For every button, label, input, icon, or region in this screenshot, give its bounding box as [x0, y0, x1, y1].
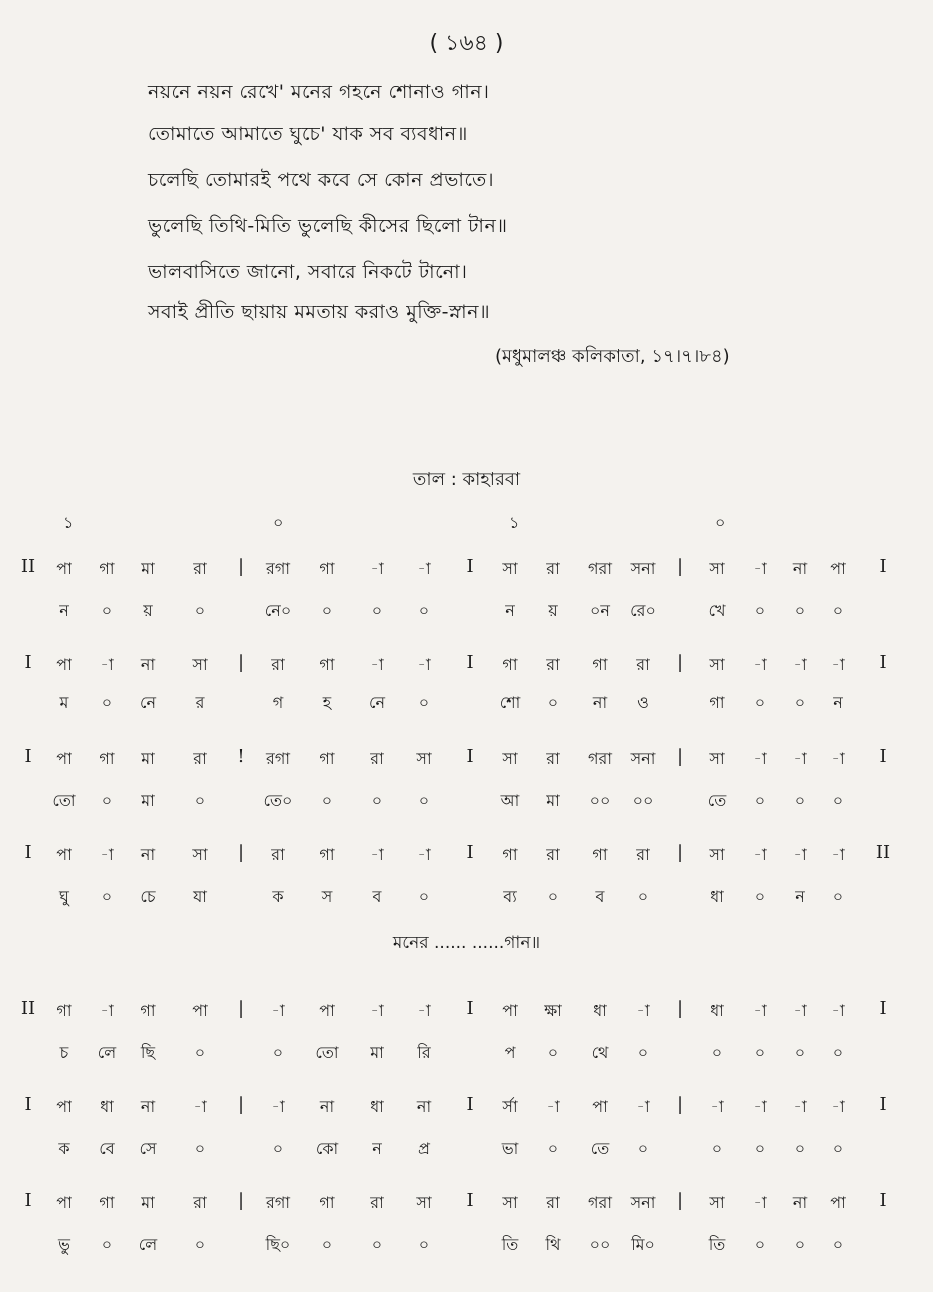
bar-separator: I — [466, 998, 474, 1019]
swara-note: -া — [193, 1097, 207, 1116]
syllable: ০ — [101, 693, 113, 712]
syllable: ০ — [418, 887, 430, 906]
swara-note: রা — [636, 655, 650, 674]
swara-note: পা — [502, 1001, 518, 1020]
swara-row — [0, 556, 933, 586]
syllable-row — [0, 1136, 933, 1166]
bar-separator: I — [466, 652, 474, 673]
swara-note: গা — [140, 1001, 156, 1020]
syllable: রে০ — [630, 601, 656, 620]
syllable: ০ — [794, 791, 806, 810]
syllable: ০ — [194, 1139, 206, 1158]
syllable: ০০ — [589, 791, 611, 810]
syllable: ছি — [140, 1043, 156, 1062]
swara-note: -া — [370, 655, 384, 674]
swara-note: না — [140, 845, 156, 864]
swara-note: -া — [753, 1097, 767, 1116]
swara-note: রা — [546, 749, 560, 768]
syllable: নে — [139, 693, 157, 712]
swara-note: ধা — [710, 1001, 724, 1020]
syllable: তি — [708, 1235, 726, 1254]
syllable: ০ — [418, 693, 430, 712]
syllable: ন — [372, 1139, 382, 1158]
syllable: ০ — [194, 601, 206, 620]
syllable: ০ — [194, 1043, 206, 1062]
swara-note: সা — [709, 845, 725, 864]
swara-row — [0, 842, 933, 872]
syllable-row — [0, 690, 933, 720]
syllable: ০ — [832, 791, 844, 810]
swara-note: গরা — [588, 559, 612, 578]
swara-note: গরা — [588, 749, 612, 768]
swara-note: -া — [546, 1097, 560, 1116]
syllable: লে — [97, 1043, 117, 1062]
syllable: হ — [322, 693, 332, 712]
swara-note: সা — [709, 655, 725, 674]
syllable-row — [0, 884, 933, 914]
swara-note: -া — [793, 1001, 807, 1020]
swara-note: পা — [56, 559, 72, 578]
swara-row — [0, 1190, 933, 1220]
swara-note: গা — [592, 655, 608, 674]
swara-note: না — [140, 1097, 156, 1116]
swara-note: পা — [592, 1097, 608, 1116]
swara-note: মা — [141, 559, 155, 578]
syllable: ০ — [754, 791, 766, 810]
syllable: র — [195, 693, 205, 712]
swara-note: রা — [546, 655, 560, 674]
syllable: ০ — [754, 887, 766, 906]
syllable: ০ — [101, 791, 113, 810]
syllable: খে — [708, 601, 726, 620]
syllable: ব — [595, 887, 605, 906]
bar-separator: | — [676, 652, 684, 673]
swara-note: মা — [141, 749, 155, 768]
syllable: ০ — [547, 1043, 559, 1062]
syllable: চ — [59, 1043, 69, 1062]
syllable: স — [321, 887, 333, 906]
swara-note: সা — [502, 1193, 518, 1212]
swara-note: -া — [753, 1001, 767, 1020]
syllable: ক — [58, 1139, 70, 1158]
syllable-row — [0, 598, 933, 628]
bar-separator: | — [237, 556, 245, 577]
bar-separator: | — [676, 998, 684, 1019]
swara-note: গা — [319, 845, 335, 864]
bar-separator: | — [676, 746, 684, 767]
swara-note: রা — [271, 655, 285, 674]
syllable: সে — [139, 1139, 157, 1158]
swara-note: -া — [793, 1097, 807, 1116]
swara-note: না — [416, 1097, 432, 1116]
bar-separator: I — [879, 652, 887, 673]
swara-note: সা — [709, 1193, 725, 1212]
swara-note: রা — [193, 1193, 207, 1212]
beat-marker: ১ — [509, 513, 520, 532]
bar-separator: II — [20, 556, 36, 577]
swara-note: গা — [592, 845, 608, 864]
syllable: ন — [59, 601, 69, 620]
bar-separator: | — [237, 652, 245, 673]
syllable: ০ — [754, 693, 766, 712]
swara-note: সা — [416, 749, 432, 768]
syllable: লে — [138, 1235, 158, 1254]
swara-note: -া — [831, 655, 845, 674]
syllable-row — [0, 788, 933, 818]
syllable: ০ — [272, 1139, 284, 1158]
swara-note: রা — [636, 845, 650, 864]
swara-note: গা — [99, 1193, 115, 1212]
syllable: য় — [548, 601, 558, 620]
syllable: ছি০ — [265, 1235, 291, 1254]
swara-note: রা — [193, 559, 207, 578]
swara-note: -া — [271, 1097, 285, 1116]
swara-note: -া — [793, 655, 807, 674]
syllable: প — [504, 1043, 516, 1062]
syllable: ০ — [637, 887, 649, 906]
swara-note: গা — [502, 845, 518, 864]
syllable: ০ — [101, 601, 113, 620]
swara-note: -া — [271, 1001, 285, 1020]
syllable: ০ — [832, 1235, 844, 1254]
lyric-line: ভুলেছি তিথি-মিতি ভুলেছি কীসের ছিলো টান॥ — [148, 215, 508, 237]
syllable: ০ — [832, 601, 844, 620]
syllable: ম — [59, 693, 69, 712]
bar-separator: | — [237, 842, 245, 863]
bar-separator: II — [20, 998, 36, 1019]
swara-note: -া — [100, 845, 114, 864]
swara-note: পা — [56, 845, 72, 864]
syllable: ০ — [547, 1139, 559, 1158]
bar-separator: | — [237, 1094, 245, 1115]
syllable: ০ — [547, 693, 559, 712]
swara-note: -া — [793, 749, 807, 768]
swara-note: -া — [831, 1001, 845, 1020]
swara-note: রগা — [266, 559, 290, 578]
swara-note: -া — [753, 749, 767, 768]
syllable: ০ — [794, 1043, 806, 1062]
swara-note: পা — [192, 1001, 208, 1020]
swara-note: -া — [753, 1193, 767, 1212]
swara-row — [0, 998, 933, 1028]
swara-note: রা — [271, 845, 285, 864]
swara-note: -া — [417, 845, 431, 864]
swara-note: গা — [99, 559, 115, 578]
syllable: ০ — [794, 1235, 806, 1254]
swara-note: সা — [502, 559, 518, 578]
swara-note: ধা — [370, 1097, 384, 1116]
swara-note: -া — [417, 1001, 431, 1020]
syllable: ০ — [321, 601, 333, 620]
syllable: ০ — [794, 601, 806, 620]
bar-separator: I — [466, 1190, 474, 1211]
bar-separator: ! — [237, 746, 245, 767]
syllable: প্র — [418, 1139, 430, 1158]
bar-separator: I — [24, 1190, 32, 1211]
swara-note: -া — [753, 845, 767, 864]
syllable: ০ — [832, 1139, 844, 1158]
syllable: ধা — [710, 887, 724, 906]
swara-note: -া — [636, 1001, 650, 1020]
bar-separator: I — [879, 1190, 887, 1211]
syllable: গ — [272, 693, 284, 712]
syllable: ০০ — [632, 791, 654, 810]
swara-note: সনা — [630, 559, 656, 578]
syllable: থি — [545, 1235, 561, 1254]
syllable: ০ — [832, 887, 844, 906]
syllable: ০ — [418, 601, 430, 620]
source-citation: (মধুমালঞ্চ কলিকাতা, ১৭।৭।৮৪) — [495, 346, 730, 367]
bar-separator: | — [676, 1094, 684, 1115]
swara-note: পা — [56, 749, 72, 768]
bar-separator: I — [24, 1094, 32, 1115]
syllable: তি — [501, 1235, 519, 1254]
swara-note: পা — [319, 1001, 335, 1020]
swara-note: ধা — [100, 1097, 114, 1116]
swara-note: না — [319, 1097, 335, 1116]
bar-separator: I — [466, 556, 474, 577]
syllable: ও — [637, 693, 649, 712]
syllable: ভা — [501, 1139, 519, 1158]
swara-note: পা — [830, 1193, 846, 1212]
swara-note: গরা — [588, 1193, 612, 1212]
swara-note: -া — [831, 845, 845, 864]
syllable: ০ — [547, 887, 559, 906]
syllable: ০ — [321, 791, 333, 810]
swara-note: না — [140, 655, 156, 674]
syllable: ০ — [637, 1139, 649, 1158]
syllable: ০ — [272, 1043, 284, 1062]
swara-note: গা — [319, 1193, 335, 1212]
bar-separator: I — [466, 746, 474, 767]
swara-note: রগা — [266, 1193, 290, 1212]
syllable: ০ — [711, 1139, 723, 1158]
syllable: ব — [372, 887, 382, 906]
syllable: ০ — [418, 1235, 430, 1254]
syllable: নে — [368, 693, 386, 712]
syllable: ০ — [101, 887, 113, 906]
syllable: ০ — [754, 1235, 766, 1254]
swara-note: -া — [370, 1001, 384, 1020]
swara-note: না — [792, 1193, 808, 1212]
syllable: না — [592, 693, 608, 712]
page-number: ( ১৬৪ ) — [429, 31, 504, 56]
swara-row — [0, 746, 933, 776]
syllable: ন — [833, 693, 843, 712]
syllable: চে — [140, 887, 156, 906]
swara-note: গা — [56, 1001, 72, 1020]
bar-separator: I — [24, 842, 32, 863]
syllable: ০ — [754, 1043, 766, 1062]
swara-note: পা — [56, 655, 72, 674]
syllable: গা — [709, 693, 725, 712]
syllable: ভু — [58, 1235, 70, 1254]
tala-heading: তাল : কাহারবা — [412, 469, 521, 490]
syllable-row — [0, 1232, 933, 1262]
syllable: তো — [315, 1043, 339, 1062]
syllable-row — [0, 1040, 933, 1070]
swara-note: রা — [546, 1193, 560, 1212]
swara-note: -া — [710, 1097, 724, 1116]
swara-note: সনা — [630, 1193, 656, 1212]
swara-row — [0, 652, 933, 682]
swara-note: ধা — [593, 1001, 607, 1020]
beat-marker: ০ — [273, 513, 284, 532]
syllable: ০ — [194, 791, 206, 810]
syllable: থে — [591, 1043, 609, 1062]
beat-marker: ১ — [63, 513, 74, 532]
syllable: আ — [500, 791, 520, 810]
swara-note: রা — [193, 749, 207, 768]
syllable: ০ — [754, 1139, 766, 1158]
syllable: ০ — [754, 601, 766, 620]
bar-separator: I — [879, 556, 887, 577]
bar-separator: | — [237, 1190, 245, 1211]
swara-note: পা — [830, 559, 846, 578]
syllable: মা — [370, 1043, 384, 1062]
syllable: বে — [99, 1139, 115, 1158]
syllable: তে০ — [263, 791, 293, 810]
syllable: রি — [417, 1043, 431, 1062]
swara-note: সা — [709, 559, 725, 578]
beat-marker: ০ — [715, 513, 726, 532]
syllable: য় — [143, 601, 153, 620]
syllable: ন — [795, 887, 805, 906]
swara-note: সা — [502, 749, 518, 768]
bar-separator: | — [676, 556, 684, 577]
bar-separator: I — [24, 746, 32, 767]
swara-note: -া — [831, 1097, 845, 1116]
bar-separator: I — [879, 746, 887, 767]
swara-note: রা — [370, 749, 384, 768]
syllable: নে০ — [264, 601, 292, 620]
swara-note: রা — [546, 559, 560, 578]
swara-note: সনা — [630, 749, 656, 768]
syllable: ০ — [711, 1043, 723, 1062]
bar-separator: I — [466, 1094, 474, 1115]
swara-note: না — [792, 559, 808, 578]
syllable: ০ — [371, 601, 383, 620]
swara-note: -া — [100, 655, 114, 674]
bar-separator: | — [676, 1190, 684, 1211]
syllable: ০ — [637, 1043, 649, 1062]
bar-separator: | — [237, 998, 245, 1019]
swara-note: পা — [56, 1097, 72, 1116]
refrain-line: মনের ...... ......গান॥ — [392, 933, 541, 953]
syllable: ০ — [194, 1235, 206, 1254]
swara-note: -া — [636, 1097, 650, 1116]
swara-note: গা — [502, 655, 518, 674]
swara-note: -া — [753, 559, 767, 578]
syllable: যা — [193, 887, 207, 906]
syllable: ০০ — [589, 1235, 611, 1254]
syllable: ন — [505, 601, 515, 620]
swara-note: -া — [793, 845, 807, 864]
swara-note: গা — [319, 559, 335, 578]
syllable: ০ — [321, 1235, 333, 1254]
syllable: তে — [590, 1139, 610, 1158]
swara-note: -া — [370, 845, 384, 864]
swara-note: রা — [370, 1193, 384, 1212]
swara-note: গা — [319, 655, 335, 674]
swara-note: র্সা — [502, 1097, 518, 1116]
syllable: ০ — [794, 693, 806, 712]
syllable: মা — [546, 791, 560, 810]
swara-note: সা — [709, 749, 725, 768]
swara-note: রগা — [266, 749, 290, 768]
syllable: ০ — [418, 791, 430, 810]
bar-separator: I — [879, 1094, 887, 1115]
syllable: মি০ — [631, 1235, 655, 1254]
swara-note: গা — [99, 749, 115, 768]
syllable: মা — [141, 791, 155, 810]
syllable: ক — [272, 887, 284, 906]
bar-separator: I — [466, 842, 474, 863]
swara-row — [0, 1094, 933, 1124]
lyric-line: তোমাতে আমাতে ঘুচে' যাক সব ব্যবধান॥ — [148, 123, 468, 145]
bar-separator: | — [676, 842, 684, 863]
lyric-line: নয়নে নয়ন রেখে' মনের গহনে শোনাও গান। — [148, 81, 490, 103]
lyric-line: সবাই প্রীতি ছায়ায় মমতায় করাও মুক্তি-স্নান॥ — [148, 301, 491, 323]
lyric-line: ভালবাসিতে জানো, সবারে নিকটে টানো। — [148, 261, 468, 283]
syllable: ঘু — [59, 887, 69, 906]
syllable: শো — [499, 693, 521, 712]
syllable: কো — [315, 1139, 339, 1158]
syllable: ০ — [832, 1043, 844, 1062]
lyric-line: চলেছি তোমারই পথে কবে সে কোন প্রভাতে। — [148, 169, 495, 191]
bar-separator: I — [879, 998, 887, 1019]
swara-note: সা — [192, 655, 208, 674]
syllable: ০ — [794, 1139, 806, 1158]
syllable: ০ন — [590, 601, 610, 620]
syllable: ০ — [371, 791, 383, 810]
syllable: ব্য — [503, 887, 517, 906]
swara-note: ক্ষা — [544, 1001, 562, 1020]
swara-note: -া — [100, 1001, 114, 1020]
swara-note: পা — [56, 1193, 72, 1212]
swara-note: -া — [831, 749, 845, 768]
swara-note: মা — [141, 1193, 155, 1212]
swara-note: -া — [370, 559, 384, 578]
syllable: ০ — [371, 1235, 383, 1254]
swara-note: রা — [546, 845, 560, 864]
bar-separator: I — [24, 652, 32, 673]
swara-note: সা — [416, 1193, 432, 1212]
syllable: তে — [707, 791, 727, 810]
syllable: তো — [52, 791, 76, 810]
swara-note: -া — [417, 655, 431, 674]
bar-separator: II — [875, 842, 891, 863]
swara-note: সা — [192, 845, 208, 864]
swara-note: গা — [319, 749, 335, 768]
swara-note: -া — [753, 655, 767, 674]
swara-note: -া — [417, 559, 431, 578]
syllable: ০ — [101, 1235, 113, 1254]
